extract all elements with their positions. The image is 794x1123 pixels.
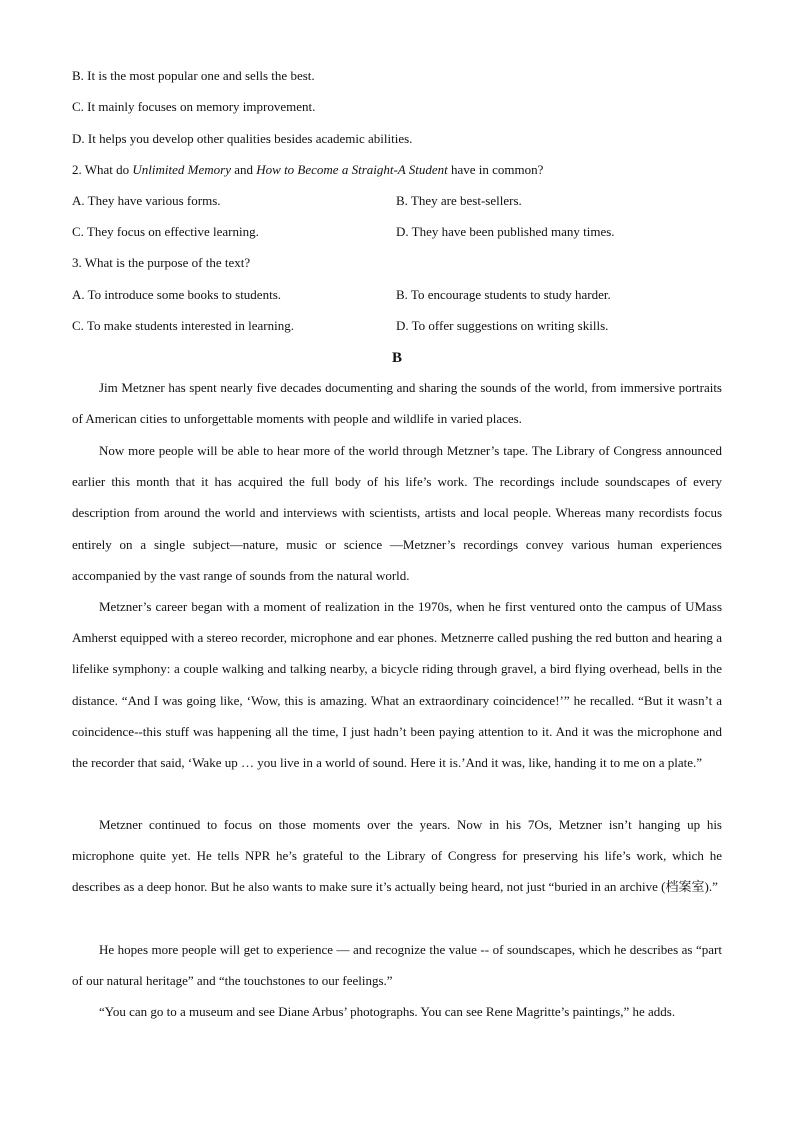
q3-option-a: A. To introduce some books to students. [72,287,282,302]
q3-question: 3. What is the purpose of the text? [72,255,251,270]
q2-option-d: D. They have been published many times. [396,224,615,239]
q2-title-2: How to Become a Straight-A Student [256,162,448,177]
q2-option-c: C. They focus on effective learning. [72,224,259,239]
paragraph-1: Jim Metzner has spent nearly five decades documenting and sharing the sounds of the world, from immersive portraits of American cities to unforgettable moments with people and wildlife in varied places. [72,380,722,427]
paragraph-6: “You can go to a museum and see Diane Arbus’ photographs. You can see Rene Magritte’s paintings,” he adds. [99,1004,676,1019]
q2-option-b: B. They are best-sellers. [396,193,522,208]
q1-option-b: B. It is the most popular one and sells the best. [72,68,315,83]
q2-suffix: have in common? [447,162,544,177]
q3-option-c: C. To make students interested in learning. [72,318,294,333]
paragraph-2: Now more people will be able to hear more of the world through Metzner’s tape. The Library of Congress announced earlier this month that it has acquired the full body of his life’s work. The recordings include soundscapes of every description from around the world and interviews with scientists, artists and local people. Whereas many recordists focus entirely on a single subject—nature, music or science —Metzner’s recordings convey various human experiences accompanied by the vast range of sounds from the natural world. [72,443,722,583]
paragraph-5: He hopes more people will get to experience — and recognize the value -- of soundscapes, which he describes as “part of our natural heritage” and “the touchstones to our feelings.” [72,942,722,989]
q2-title-1: Unlimited Memory [132,162,231,177]
q2-and: and [230,162,257,177]
q2-option-a: A. They have various forms. [72,193,221,208]
section-heading: B [391,350,402,366]
paragraph-4: Metzner continued to focus on those moments over the years. Now in his 7Os, Metzner isn’t hanging up his microphone quite yet. He tells NPR he’s grateful to the Library of Congress for preserving his life’s work, which he describes as a deep honor. But he also wants to make sure it’s actually being heard, not just “buried in an archive (档案室).” [72,817,722,895]
q3-option-b: B. To encourage students to study harder. [396,287,611,302]
q1-option-d: D. It helps you develop other qualities besides academic abilities. [72,131,413,146]
q1-option-c: C. It mainly focuses on memory improvement. [72,99,316,114]
q3-option-d: D. To offer suggestions on writing skills. [396,318,609,333]
paragraph-3: Metzner’s career began with a moment of realization in the 1970s, when he first ventured onto the campus of UMass Amherst equipped with a stereo recorder, microphone and ear phones. Metznerre called pushing the red button and hearing a lifelike symphony: a couple walking and talking nearby, a bicycle riding through gravel, a bird flying overhead, bells in the distance. “And I was going like, ‘Wow, this is amazing. What an extraordinary coincidence!’” he recalled. “But it wasn’t a coincidence--this stuff was happening all the time, I just hadn’t been paying attention to it. And it was the microphone and the recorder that said, ‘Wake up … you live in a world of sound. Here it is.’And it was, like, handing it to me on a plate.” [72,599,722,771]
q2-question [72,162,543,178]
q2-prefix: 2. What do [72,162,133,177]
